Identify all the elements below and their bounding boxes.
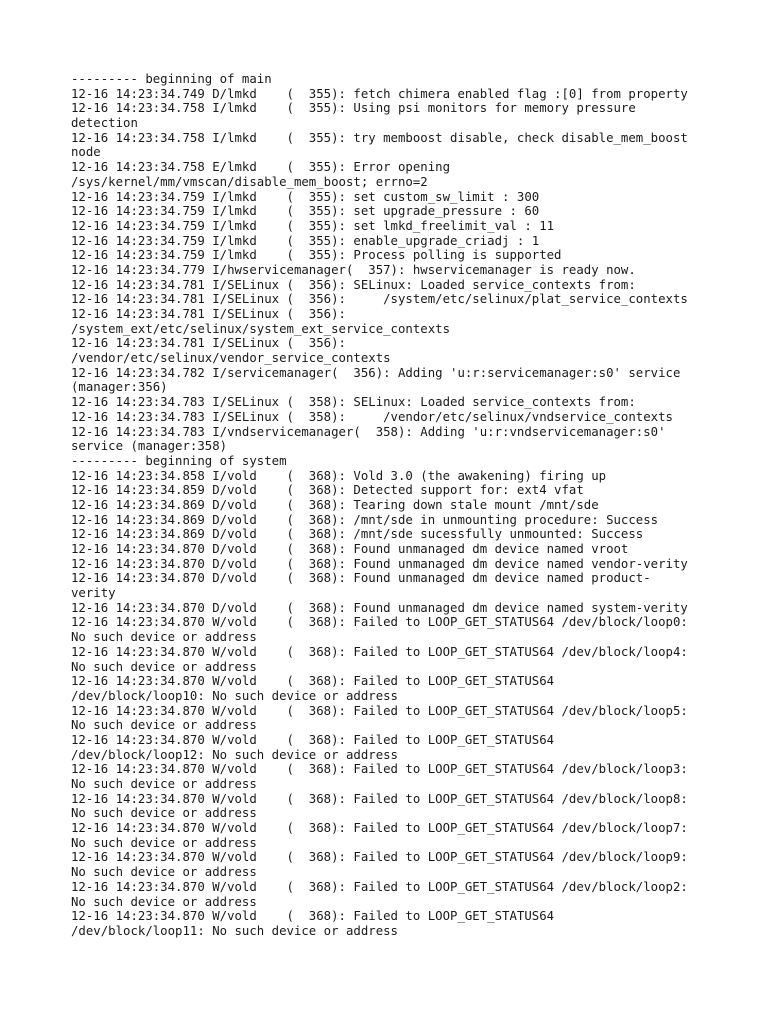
log-line: 12-16 14:23:34.870 W/vold ( 368): Failed to LOOP_GET_STATUS64 [71, 674, 555, 689]
log-line: --------- beginning of main [71, 72, 272, 86]
log-text-block [71, 72, 688, 939]
log-line: 12-16 14:23:34.870 D/vold ( 368): Found unmanaged dm device named system-verity [71, 600, 688, 615]
log-line: node [71, 145, 101, 160]
log-line: /dev/block/loop12: No such device or address [71, 747, 398, 762]
log-line: /dev/block/loop11: No such device or address [71, 923, 398, 938]
log-line: No such device or address [71, 777, 257, 791]
log-line: 12-16 14:23:34.870 D/vold ( 368): Found unmanaged dm device named product- [71, 571, 651, 586]
log-line: No such device or address [71, 659, 257, 674]
log-line: 12-16 14:23:34.870 W/vold ( 368): Failed to LOOP_GET_STATUS64 /dev/block/loop0: [71, 615, 688, 630]
log-line: 12-16 14:23:34.869 D/vold ( 368): Tearing down stale mount /mnt/sde [71, 497, 599, 512]
log-line: 12-16 14:23:34.870 W/vold ( 368): Failed to LOOP_GET_STATUS64 /dev/block/loop5: [71, 703, 688, 718]
log-line: 12-16 14:23:34.759 I/lmkd ( 355): Process polling is supported [71, 248, 562, 263]
log-line: service (manager:358) [71, 439, 228, 454]
log-line: 12-16 14:23:34.870 W/vold ( 368): Failed to LOOP_GET_STATUS64 /dev/block/loop8: [71, 791, 688, 806]
log-line: 12-16 14:23:34.870 W/vold ( 368): Failed to LOOP_GET_STATUS64 /dev/block/loop3: [71, 762, 688, 777]
log-line: 12-16 14:23:34.870 W/vold ( 368): Failed to LOOP_GET_STATUS64 /dev/block/loop9: [71, 850, 688, 865]
log-line: No such device or address [71, 894, 257, 909]
log-line: 12-16 14:23:34.759 I/lmkd ( 355): set lmkd_freelimit_val : 11 [71, 218, 555, 233]
log-line: detection [71, 116, 138, 131]
log-line: 12-16 14:23:34.783 I/SELinux ( 358): /vendor/etc/selinux/vndservice_contexts [71, 409, 673, 424]
log-line: 12-16 14:23:34.869 D/vold ( 368): /mnt/sde sucessfully unmounted: Success [71, 527, 644, 542]
log-line: 12-16 14:23:34.870 D/vold ( 368): Found unmanaged dm device named vendor-verity [71, 556, 688, 571]
log-line: No such device or address [71, 865, 257, 880]
log-line: No such device or address [71, 630, 257, 645]
log-line: 12-16 14:23:34.783 I/vndservicemanager( 358): Adding 'u:r:vndservicemanager:s0' [71, 424, 666, 439]
log-line: No such device or address [71, 835, 257, 850]
log-line: 12-16 14:23:34.758 E/lmkd ( 355): Error opening [71, 160, 451, 175]
log-line: 12-16 14:23:34.781 I/SELinux ( 356): [71, 336, 346, 351]
log-line: 12-16 14:23:34.759 I/lmkd ( 355): set custom_sw_limit : 300 [71, 189, 540, 204]
log-line: 12-16 14:23:34.749 D/lmkd ( 355): fetch chimera enabled flag :[0] from property [71, 86, 688, 101]
log-line: 12-16 14:23:34.758 I/lmkd ( 355): try memboost disable, check disable_mem_boost [71, 130, 688, 145]
log-line: 12-16 14:23:34.759 I/lmkd ( 355): enable_upgrade_criadj : 1 [71, 233, 540, 248]
log-line: 12-16 14:23:34.870 W/vold ( 368): Failed to LOOP_GET_STATUS64 /dev/block/loop7: [71, 821, 688, 836]
log-line: 12-16 14:23:34.858 I/vold ( 368): Vold 3.0 (the awakening) firing up [71, 468, 607, 483]
log-line: (manager:356) [71, 380, 168, 395]
log-line: --------- beginning of system [71, 453, 287, 468]
log-line: 12-16 14:23:34.783 I/SELinux ( 358): SELinux: Loaded service_contexts from: [71, 395, 636, 410]
log-line: 12-16 14:23:34.758 I/lmkd ( 355): Using psi monitors for memory pressure [71, 101, 636, 116]
log-line: /vendor/etc/selinux/vendor_service_contexts [71, 351, 391, 366]
log-line: 12-16 14:23:34.781 I/SELinux ( 356): /system/etc/selinux/plat_service_contexts [71, 292, 688, 307]
log-line: 12-16 14:23:34.870 W/vold ( 368): Failed to LOOP_GET_STATUS64 [71, 909, 555, 924]
log-line: 12-16 14:23:34.759 I/lmkd ( 355): set upgrade_pressure : 60 [71, 204, 540, 219]
log-line: verity [71, 586, 116, 601]
log-line: 12-16 14:23:34.870 W/vold ( 368): Failed to LOOP_GET_STATUS64 /dev/block/loop4: [71, 644, 688, 659]
log-line: No such device or address [71, 806, 257, 821]
log-line: 12-16 14:23:34.870 W/vold ( 368): Failed to LOOP_GET_STATUS64 [71, 732, 555, 747]
log-line: 12-16 14:23:34.781 I/SELinux ( 356): SELinux: Loaded service_contexts from: [71, 277, 636, 292]
log-line: 12-16 14:23:34.781 I/SELinux ( 356): [71, 307, 346, 321]
log-line: 12-16 14:23:34.869 D/vold ( 368): /mnt/sde in unmounting procedure: Success [71, 512, 659, 527]
log-line: 12-16 14:23:34.782 I/servicemanager( 356): Adding 'u:r:servicemanager:s0' service [71, 365, 681, 380]
log-line: /sys/kernel/mm/vmscan/disable_mem_boost; errno=2 [71, 174, 428, 189]
log-line: 12-16 14:23:34.779 I/hwservicemanager( 357): hwservicemanager is ready now. [71, 262, 636, 277]
log-line: 12-16 14:23:34.870 W/vold ( 368): Failed to LOOP_GET_STATUS64 /dev/block/loop2: [71, 879, 688, 894]
log-line: No such device or address [71, 718, 257, 733]
log-line: /dev/block/loop10: No such device or address [71, 688, 398, 703]
log-line: /system_ext/etc/selinux/system_ext_service_contexts [71, 321, 451, 336]
log-line: 12-16 14:23:34.870 D/vold ( 368): Found unmanaged dm device named vroot [71, 542, 629, 556]
log-line: 12-16 14:23:34.859 D/vold ( 368): Detected support for: ext4 vfat [71, 483, 584, 498]
